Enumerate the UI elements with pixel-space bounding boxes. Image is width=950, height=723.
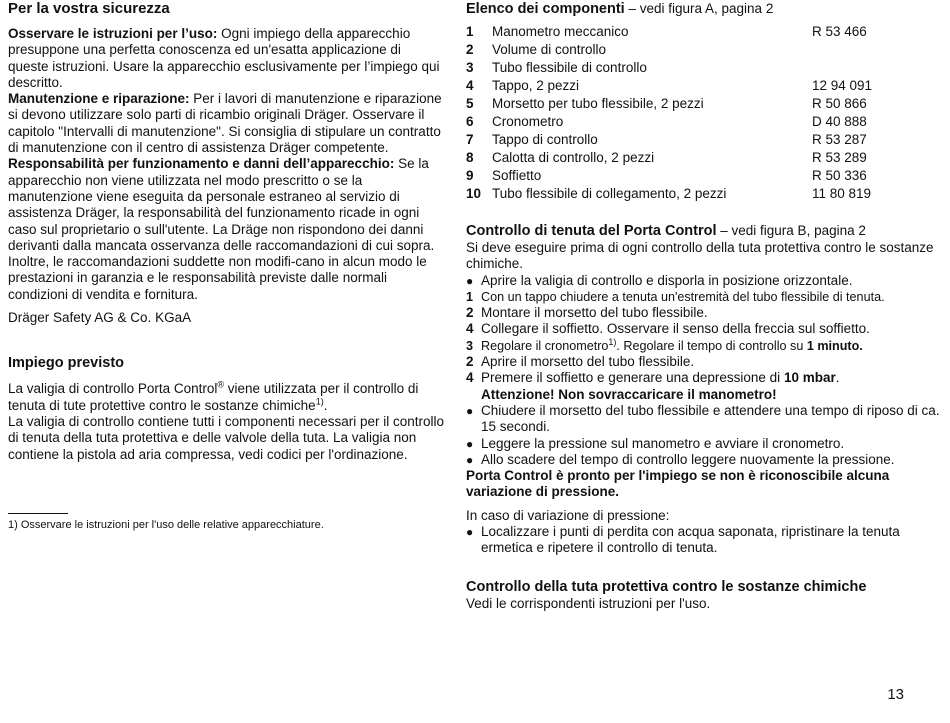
- step-text: Leggere la pressione sul manometro e avviare il cronometro.: [481, 435, 845, 451]
- component-number: 1: [466, 24, 474, 39]
- ready-text: Porta Control è pronto per l'impiego se non è riconoscibile alcuna variazione di pressione.: [466, 468, 890, 500]
- maintenance-label: Manutenzione e riparazione:: [8, 91, 190, 107]
- component-name: Calotta di controllo, 2 pezzi: [492, 150, 655, 165]
- component-number: 8: [466, 150, 474, 165]
- component-name: Manometro meccanico: [492, 24, 629, 39]
- depression-value: 10 mbar: [783, 370, 836, 386]
- bullet: ●: [466, 436, 474, 451]
- component-code: R 53 289: [812, 150, 867, 165]
- component-row: [466, 132, 922, 150]
- component-code: R 53 466: [812, 24, 867, 39]
- component-code: 12 94 091: [812, 78, 873, 93]
- component-code: R 53 287: [812, 132, 867, 147]
- step-text-b: .: [835, 370, 840, 386]
- component-number: 7: [466, 132, 474, 147]
- instructions-label: Osservare le istruzioni per l’uso:: [8, 26, 218, 41]
- step-locate-leaks: [466, 524, 946, 557]
- component-code: D 40 888: [812, 114, 867, 129]
- step-text: Collegare il soffietto. Osservare il senso della freccia sul soffietto.: [481, 321, 870, 337]
- component-number: 9: [466, 168, 474, 183]
- pressure-change-label: In caso di variazione di pressione:: [466, 507, 670, 523]
- step-number: 2: [466, 354, 474, 370]
- suit-test-title: Controllo della tuta protettiva contro le sostanze chimiche: [466, 578, 867, 595]
- step-open-case: [466, 273, 946, 289]
- step-text: [481, 338, 863, 354]
- test-time-value: 1 minuto.: [806, 338, 863, 353]
- component-number: 6: [466, 114, 474, 129]
- components-figure-ref: – vedi figura A, pagina 2: [624, 1, 774, 16]
- component-number: 5: [466, 96, 474, 111]
- step-text: Aprire la valigia di controllo e disporla in posizione orizzontale.: [481, 272, 853, 288]
- component-name: Tubo flessibile di collegamento, 2 pezzi: [492, 186, 727, 201]
- step-read-pressure: [466, 436, 946, 452]
- components-table: [466, 24, 922, 204]
- footnote: 1) Osservare le istruzioni per l'uso delle relative apparecchiature.: [8, 518, 324, 531]
- step-mount-clamp: [466, 305, 946, 321]
- step-read-again: [466, 452, 946, 468]
- liability-label: Responsabilità per funzionamento e danni dell’apparecchio:: [8, 156, 395, 172]
- step-press-bellows: [466, 370, 946, 403]
- intended-use-text-b: viene utilizzata per il controllo di tenuta di tute protettive contro le sostanze chimiche: [8, 381, 419, 413]
- step-text: Allo scadere del tempo di controllo leggere nuovamente la pressione.: [481, 451, 895, 467]
- safety-title: Per la vostra sicurezza: [8, 0, 170, 17]
- component-name: Soffietto: [492, 168, 542, 183]
- step-close-hose: [466, 289, 946, 305]
- step-text: Con un tappo chiudere a tenuta un'estremità del tubo flessibile di tenuta.: [481, 289, 885, 304]
- suit-test-text: Vedi le corrispondenti istruzioni per l'uso.: [466, 595, 711, 611]
- footnote-ref: 1): [608, 336, 617, 347]
- bullet: ●: [466, 525, 474, 540]
- component-row: [466, 150, 922, 168]
- step-text-b: . Regolare il tempo di controllo su: [616, 338, 807, 353]
- component-code: R 50 866: [812, 96, 867, 111]
- case-contents-paragraph: La valigia di controllo contiene tutti i componenti necessari per il controllo di tenuta della tuta protettiva e delle valvole della tuta. La valigia non contiene la pistola ad aria compressa, vedi codici per l'ordinazione.: [8, 413, 444, 462]
- component-name: Tappo, 2 pezzi: [492, 78, 580, 93]
- leak-test-intro: Si deve eseguire prima di ogni controllo della tuta protettiva contro le sostanze chimiche.: [466, 240, 934, 272]
- ready-statement: [466, 468, 946, 501]
- intended-use-title: Impiego previsto: [8, 355, 125, 372]
- intended-use-text-a: La valigia di controllo Porta Control: [8, 381, 218, 397]
- bullet: ●: [466, 452, 474, 467]
- instructions-paragraph: [8, 26, 444, 91]
- components-title-text: Elenco dei componenti: [466, 1, 625, 17]
- component-number: 10: [466, 186, 482, 201]
- step-text-a: Regolare il cronometro: [481, 338, 609, 353]
- bullet: ●: [466, 403, 474, 418]
- maintenance-text: Per i lavori di manutenzione e riparazione si devono utilizzare solo parti di ricambio originali Dräger. Osservare il capitolo "Intervalli di manutenzione". Si consiglia di stipulare un contratto di manutenzione con il centro di assistenza Dräger competente.: [8, 91, 442, 156]
- step-number: 1: [466, 289, 474, 304]
- components-title: [466, 0, 946, 18]
- component-row: [466, 186, 922, 204]
- footnote-ref: 1): [315, 396, 324, 407]
- component-row: [466, 24, 922, 42]
- component-row: [466, 78, 922, 96]
- component-row: [466, 96, 922, 114]
- step-text: [481, 370, 839, 403]
- step-number: 2: [466, 305, 474, 321]
- company-name: Dräger Safety AG & Co. KGaA: [8, 310, 192, 326]
- leak-test-title-text: Controllo di tenuta del Porta Control: [466, 223, 717, 239]
- step-close-clamp: [466, 403, 946, 436]
- leak-test-title: [466, 222, 946, 240]
- registered-mark: ®: [217, 379, 225, 390]
- liability-text: Se la apparecchio non viene utilizzata nel modo prescritto o se la manutenzione viene eseguita da personale estraneo al servizio di assistenza Dräger, la responsabilità del funzionamento ricade in ogni caso sul proprietario o sull'utente. La Dräge non rispondono dei danni derivanti dalla mancata osservanza delle raccomandazioni di cui sopra. Inoltre, le raccomandazioni suddette non modifi-cano in alcun modo le prestazioni in garanzia e le responsabilità previste dalle normali condizioni di vendita e fornitura.: [8, 156, 435, 302]
- liability-paragraph: [8, 156, 444, 303]
- component-name: Tubo flessibile di controllo: [492, 60, 647, 75]
- bullet: ●: [466, 273, 474, 288]
- component-row: [466, 42, 922, 60]
- step-number: 4: [466, 321, 474, 337]
- component-name: Morsetto per tubo flessibile, 2 pezzi: [492, 96, 704, 111]
- page-number: 13: [887, 686, 904, 703]
- step-set-timer: [466, 338, 946, 354]
- maintenance-paragraph: [8, 91, 444, 156]
- component-name: Volume di controllo: [492, 42, 607, 57]
- component-number: 3: [466, 60, 474, 75]
- component-code: [812, 60, 922, 78]
- left-column: [8, 0, 444, 532]
- intended-use-paragraph: [8, 381, 444, 414]
- step-number: 4: [466, 370, 474, 386]
- component-row: [466, 114, 922, 132]
- step-connect-bellows: [466, 321, 946, 337]
- step-text: Chiudere il morsetto del tubo flessibile e attendere una tempo di riposo di ca. 15 secondi.: [481, 402, 940, 435]
- component-name: Tappo di controllo: [492, 132, 598, 147]
- instructions-text: Ogni impiego della apparecchio presuppone una perfetta conoscenza ed un'esatta applicazione di queste istruzioni. Usare la apparecchio esclusivamente per l’impiego qui descritto.: [8, 26, 440, 90]
- step-number: 3: [466, 338, 474, 353]
- step-text: Montare il morsetto del tubo flessibile.: [481, 305, 708, 321]
- manometer-warning: Attenzione! Non sovraccaricare il manometro!: [481, 386, 777, 402]
- component-code: R 50 336: [812, 168, 867, 183]
- component-row: [466, 168, 922, 186]
- step-text: Localizzare i punti di perdita con acqua saponata, ripristinare la tenuta ermetica e ripetere il controllo di tenuta.: [481, 524, 900, 556]
- component-name: Cronometro: [492, 114, 564, 129]
- leak-test-figure-ref: – vedi figura B, pagina 2: [716, 223, 866, 238]
- intended-use-text-c: .: [323, 397, 328, 413]
- right-column: [466, 0, 946, 612]
- step-open-clamp: [466, 354, 946, 370]
- component-row: [466, 60, 922, 78]
- step-text-a: Premere il soffietto e generare una depressione di: [481, 370, 784, 386]
- step-text: Aprire il morsetto del tubo flessibile.: [481, 354, 695, 370]
- component-code: [812, 42, 922, 60]
- component-number: 2: [466, 42, 474, 57]
- component-number: 4: [466, 78, 474, 93]
- component-code: 11 80 819: [812, 186, 872, 201]
